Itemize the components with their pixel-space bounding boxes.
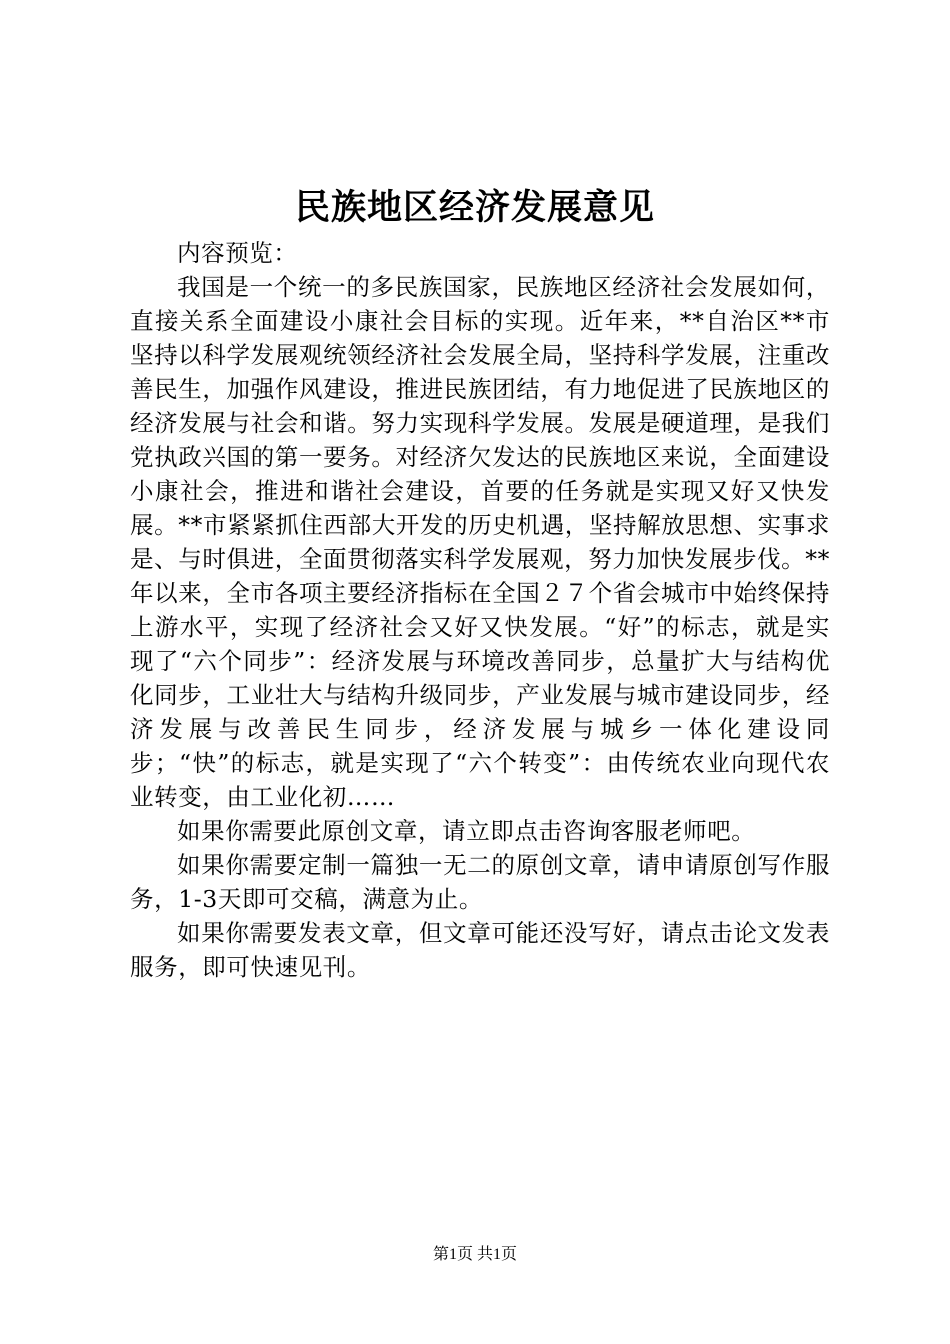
document-body [130, 236, 830, 984]
custom-writing-paragraph: 如果你需要定制一篇独一无二的原创文章，请申请原创写作服务，1-3天即可交稿，满意为止。 [130, 851, 830, 913]
preview-label: 内容预览： [177, 239, 298, 267]
page-number-footer: 第1页 共1页 [432, 1246, 517, 1263]
summary-paragraph: 我国是一个统一的多民族国家，民族地区经济社会发展如何，直接关系全面建设小康社会目标的实现。近年来，**自治区**市坚持以科学发展观统领经济社会发展全局，坚持科学发展，注重改善民生，加强作风建设，推进民族团结，有力地促进了民族地区的经济发展与社会和谐。努力实现科学发展。发展是硬道理，是我们党执政兴国的第一要务。对经济欠发达的民族地区来说，全面建设小康社会，推进和谐社会建设，首要的任务就是实现又好又快发展。**市紧紧抓住西部大开发的历史机遇，坚持解放思想、实事求是、与时俱进，全面贯彻落实科学发展观，努力加快发展步伐。**年以来，全市各项主要经济指标在全国２７个省会城市中始终保持上游水平，实现了经济社会又好又快发展。“好”的标志，就是实现了“六个同步”：经济发展与环境改善同步，总量扩大与结构优化同步，工业壮大与结构升级同步，产业发展与城市建设同步，经济发展与改善民生同步，经济发展与城乡一体化建设同步；“快”的标志，就是实现了“六个转变”：由传统农业向现代农业转变，由工业化初…… [130, 273, 830, 811]
consult-paragraph: 如果你需要此原创文章，请立即点击咨询客服老师吧。 [177, 817, 756, 845]
publishing-paragraph: 如果你需要发表文章，但文章可能还没写好，请点击论文发表服务，即可快速见刊。 [130, 919, 830, 981]
document-title: 民族地区经济发展意见 [294, 187, 655, 228]
